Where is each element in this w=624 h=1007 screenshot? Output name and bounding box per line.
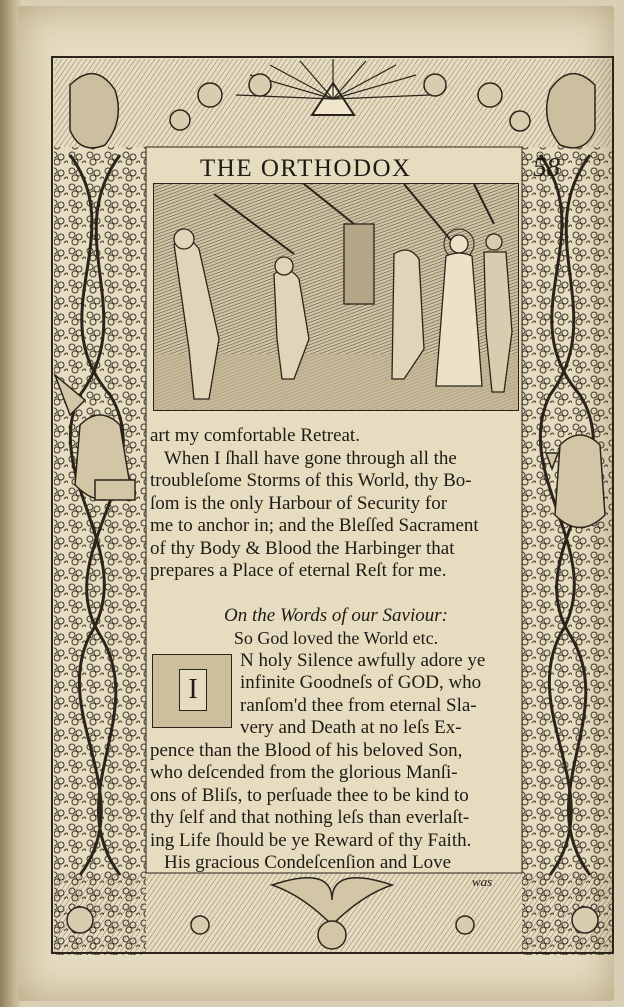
text-line: ſom is the only Harbour of Security for [150,492,448,514]
text-line: N holy Silence awfully adore ye [240,649,486,671]
text-line: very and Death at no leſs Ex- [240,717,462,738]
running-head: THE ORTHODOX [200,155,412,182]
text-line: infinite Goodneſs of GOD, who [240,672,482,693]
text-line: who deſcended from the glorious Manſi- [150,762,458,783]
text-line: prepares a Place of eternal Reſt for me. [150,560,447,581]
text-line: ranſom'd thee from eternal Sla- [240,694,477,716]
text-line: art my comfortable Retreat. [150,425,360,446]
catchword: was [472,874,493,889]
page-header [200,152,560,183]
text-line: thy ſelf and that nothing leſs than everlaſt- [150,807,470,828]
initial-letter: I [179,669,207,711]
body-text [150,425,522,875]
engraved-illustration [153,183,519,411]
text-line: ing Life ſhould be ye Reward of thy Faith. [150,829,472,851]
text-line: ons of Bliſs, to perſuade thee to be kind to [150,784,469,806]
text-line: pence than the Blood of his beloved Son, [150,739,463,761]
ornamental-initial [152,654,232,728]
page-number: 58 [533,152,560,182]
arrest-of-christ-engraving [154,184,518,410]
text-line: of thy Body & Blood the Harbinger that [150,537,455,559]
dropcap-paragraph [150,650,522,740]
section-subheading: So God loved the World etc. [233,628,439,648]
text-line: troubleſome Storms of this World, thy Bo- [150,470,472,491]
text-line: When I ſhall have gone through all the [164,447,457,469]
text-line: His gracious Condeſcenſion and Love [164,852,452,873]
section-heading: On the Words of our Saviour: [224,604,448,626]
text-line: me to anchor in; and the Bleſſed Sacrament [150,515,479,536]
